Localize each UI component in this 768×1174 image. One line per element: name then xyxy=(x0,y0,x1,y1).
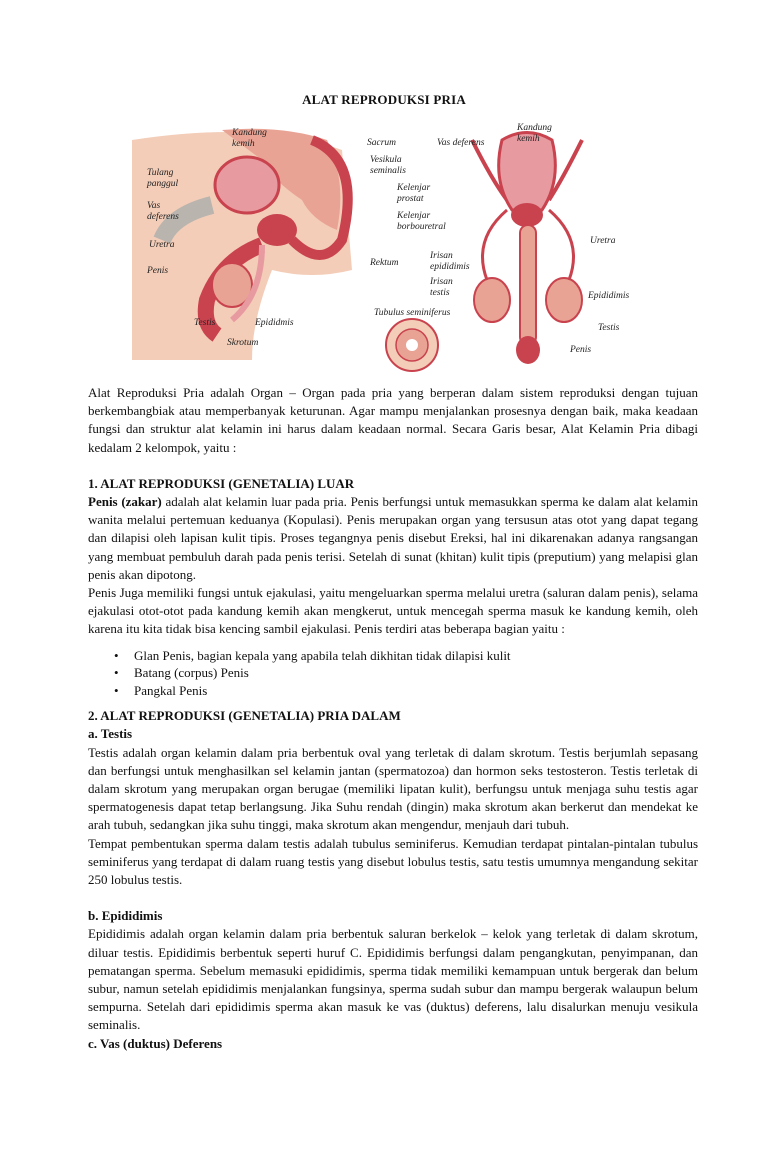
svg-text:Kandung: Kandung xyxy=(517,123,552,133)
svg-text:Kelenjar: Kelenjar xyxy=(397,183,431,193)
list-item: • Pangkal Penis xyxy=(134,682,698,700)
frontal-view xyxy=(386,133,582,372)
document-body xyxy=(88,384,698,1053)
svg-text:Tulang: Tulang xyxy=(147,168,174,178)
testis-paragraph-1: Testis adalah organ kelamin dalam pria berbentuk oval yang terletak di dalam skrotum. Testis berjumlah sepasang dan berfungsi untuk menghasilkan sel kelamin jantan (spermatozoa) dan hormon seks testosteron. Testis terletak di dalam skrotum yang merupakan organ berugae (memiliki lipatan kulit), berfungsu untuk menjaga suhu testis agar spermatogenesis dapat tetap berlangsung. Jika Suhu rendah (dingin) maka skrotum akan berkerut dan mendekat ke arah tubuh, sedangkan jika suhu tinggi, maka skrotum akan mengendur, menjauh dari tubuh. xyxy=(88,744,698,833)
svg-text:deferens: deferens xyxy=(147,212,179,222)
svg-text:Vesikula: Vesikula xyxy=(370,155,402,165)
svg-text:Tubulus seminiferus: Tubulus seminiferus xyxy=(374,308,451,318)
svg-text:Penis: Penis xyxy=(570,345,592,355)
svg-text:borbouretral: borbouretral xyxy=(397,222,446,232)
svg-text:Kelenjar: Kelenjar xyxy=(397,211,431,221)
penis-term: Penis (zakar) xyxy=(88,494,162,510)
vas-deferens-heading: c. Vas (duktus) Deferens xyxy=(88,1035,223,1051)
svg-text:Epididimis: Epididimis xyxy=(588,291,630,301)
section2-heading: 2. ALAT REPRODUKSI (GENETALIA) PRIA DALAM xyxy=(88,708,401,724)
svg-text:Epididmis: Epididmis xyxy=(255,318,294,328)
svg-text:kemih: kemih xyxy=(232,139,255,149)
svg-text:Irisan: Irisan xyxy=(430,251,453,261)
testis-paragraph-2: Tempat pembentukan sperma dalam testis adalah tubulus seminiferus. Kemudian terdapat pintalan-pintalan tubulus seminiferus yang terdapat di dalam ruang testis yang disebut lobulus testis, satu testis umumnya mengandung sekitar 250 lobulus testis. xyxy=(88,835,698,887)
document-title: ALAT REPRODUKSI PRIA xyxy=(302,92,466,107)
svg-text:Irisan: Irisan xyxy=(430,277,453,287)
svg-text:testis: testis xyxy=(430,288,450,298)
reproductive-anatomy-figure xyxy=(112,120,644,378)
svg-text:Rektum: Rektum xyxy=(370,258,399,268)
svg-text:Sacrum: Sacrum xyxy=(367,138,397,148)
svg-text:epididimis: epididimis xyxy=(430,262,470,272)
svg-text:seminalis: seminalis xyxy=(370,166,406,176)
svg-text:Skrotum: Skrotum xyxy=(227,338,259,348)
testis-heading: a. Testis xyxy=(88,726,133,742)
svg-text:Testis: Testis xyxy=(194,318,216,328)
list-item: • Glan Penis, bagian kepala yang apabila telah dikhitan tidak dilapisi kulit xyxy=(134,647,698,665)
penis-parts-list xyxy=(88,647,698,700)
epididimis-heading: b. Epididimis xyxy=(88,908,163,924)
svg-text:Kandung: Kandung xyxy=(232,128,267,138)
section1-paragraph-2: Penis Juga memiliki fungsi untuk ejakulasi, yaitu mengeluarkan sperma melalui uretra (saluran dalam penis), selama ejakulasi otot-otot pada kandung kemih akan mengkerut, untuk mencegah sperma masuk ke kandung kemih, oleh karena itu kita tidak bisa kencing sambil ejakulasi. Penis terdiri atas beberapa bagian yaitu : xyxy=(88,585,698,637)
svg-text:kemih: kemih xyxy=(517,134,540,144)
section1-paragraph-1-text: adalah alat kelamin luar pada pria. Penis berfungsi untuk memasukkan sperma ke dalam alat kelamin wanita melalui pertemuan keduanya (Kopulasi). Penis merupakan organ yang tersusun atas otot yang dapat tegang dan dilapisi oleh lapisan kulit tipis. Proses tegangnya penis disebut Ereksi, hal ini dikarenakan adanya rangsangan yang membuat pembuluh darah pada penis terisi. Setelah di sunat (khitan) kulit tipis (preputium) yang melapisi glan penis akan dipotong. xyxy=(88,494,698,582)
svg-text:Uretra: Uretra xyxy=(149,240,175,250)
anatomy-illustration xyxy=(112,120,644,378)
section1-paragraph-1 xyxy=(88,493,698,584)
svg-text:Uretra: Uretra xyxy=(590,236,616,246)
epididimis-paragraph: Epididimis adalah organ kelamin dalam pria berbentuk saluran berkelok – kelok yang terletak di dalam skrotum, diluar testis. Epididimis berbentuk seperti huruf C. Epididimis berfungsi dalam pengangkutan, penyimpanan, dan pematangan sperma. Sebelum memasuki epididimis, sperma tidak memiliki kemampuan untuk bergerak dan belum subur, namun setelah epididimis menjalankan fungsinya, sperma sudah subur dan mampu bergerak walaupun belum sempurna. Setelah dari epididimis sperma akan masuk ke vas (duktus) deferens, lalu disalurkan menuju vesikula seminalis. xyxy=(88,926,698,1033)
svg-text:Testis: Testis xyxy=(598,323,620,333)
svg-text:panggul: panggul xyxy=(147,179,179,189)
svg-text:Penis: Penis xyxy=(147,266,169,276)
svg-text:prostat: prostat xyxy=(397,194,424,204)
svg-text:Vas deferens: Vas deferens xyxy=(437,138,485,148)
list-item: • Batang (corpus) Penis xyxy=(134,664,698,682)
svg-text:Vas: Vas xyxy=(147,201,161,211)
section1-heading: 1. ALAT REPRODUKSI (GENETALIA) LUAR xyxy=(88,475,355,491)
intro-paragraph: Alat Reproduksi Pria adalah Organ – Organ pada pria yang berperan dalam sistem reproduksi dengan tujuan berkembangbiak atau memperbanyak keturunan. Agar mampu menjalankan prosesnya dengan baik, maka keadaan fungsi dan struktur alat kelamin ini harus dalam keadaan normal. Secara Garis besar, Alat Kelamin Pria dibagi kedalam 2 kelompok, yaitu : xyxy=(88,385,698,455)
